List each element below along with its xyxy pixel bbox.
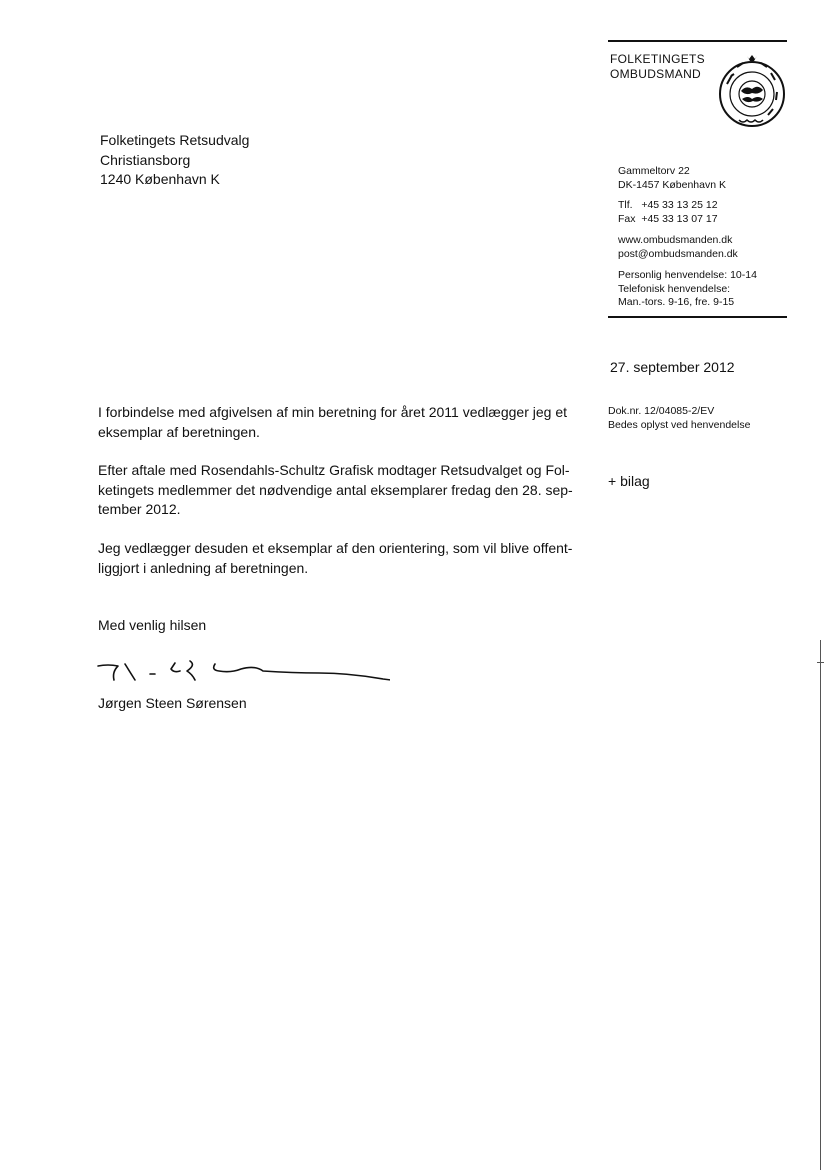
document-reference: [608, 405, 750, 432]
recipient-name: Folketingets Retsudvalg: [100, 132, 250, 148]
document-note: Bedes oplyst ved henvendelse: [608, 418, 751, 431]
letter-date: 27. september 2012: [610, 359, 735, 375]
contact-hours: [618, 269, 757, 310]
contact-fax: Fax +45 33 13 07 17: [618, 212, 718, 225]
paragraph-2-line-1: Efter aftale med Rosendahls-Schultz Grafisk modtager Retsudvalget og Fol-: [98, 462, 570, 478]
attachment-note: + bilag: [608, 473, 650, 489]
recipient-street: Christiansborg: [100, 151, 191, 168]
contact-website: www.ombudsmanden.dk: [618, 234, 733, 246]
scan-edge-tick: [817, 662, 824, 663]
organization-name-line1: FOLKETINGETS: [610, 52, 705, 66]
document-number: Dok.nr. 12/04085-2/EV: [608, 405, 715, 417]
paragraph-1: [98, 403, 578, 442]
organization-name: [610, 52, 705, 82]
paragraph-2-line-3: tember 2012.: [98, 501, 181, 517]
contact-address: [618, 165, 726, 192]
organization-name-line2: OMBUDSMAND: [610, 67, 702, 81]
hours-phone: Man.-tors. 9-16, fre. 9-15: [618, 296, 735, 308]
paragraph-2: [98, 461, 578, 520]
signatory-name: Jørgen Steen Sørensen: [98, 695, 247, 711]
contact-phone-fax: [618, 199, 718, 226]
recipient-city: 1240 København K: [100, 171, 220, 187]
paragraph-3: [98, 539, 578, 578]
recipient-address: [100, 131, 249, 190]
paragraph-1-line-1: I forbindelse med afgivelsen af min beretning for året 2011 vedlægger jeg et: [98, 404, 568, 420]
hours-phone-label: Telefonisk henvendelse:: [618, 282, 731, 295]
contact-postal: DK-1457 København K: [618, 178, 726, 191]
contact-online: [618, 234, 738, 261]
closing-greeting: Med venlig hilsen: [98, 617, 207, 633]
paragraph-1-line-2: eksemplar af beretningen.: [98, 423, 260, 440]
folketinget-seal-icon: [717, 54, 787, 130]
contact-bottom-rule: [608, 316, 787, 318]
paragraph-3-line-2: liggjort i anledning af beretningen.: [98, 559, 309, 576]
contact-email: post@ombudsmanden.dk: [618, 247, 738, 260]
scan-edge-artifact: [820, 640, 821, 1170]
paragraph-3-line-1: Jeg vedlægger desuden et eksemplar af den orientering, som vil blive offent-: [98, 540, 573, 556]
paragraph-2-line-2: ketingets medlemmer det nødvendige antal eksemplarer fredag den 28. sep-: [98, 481, 573, 498]
hours-personal: Personlig henvendelse: 10-14: [618, 269, 757, 281]
contact-phone: Tlf. +45 33 13 25 12: [618, 199, 718, 211]
letterhead-top-rule: [608, 40, 787, 42]
contact-street: Gammeltorv 22: [618, 165, 690, 177]
handwritten-signature: [95, 655, 390, 695]
